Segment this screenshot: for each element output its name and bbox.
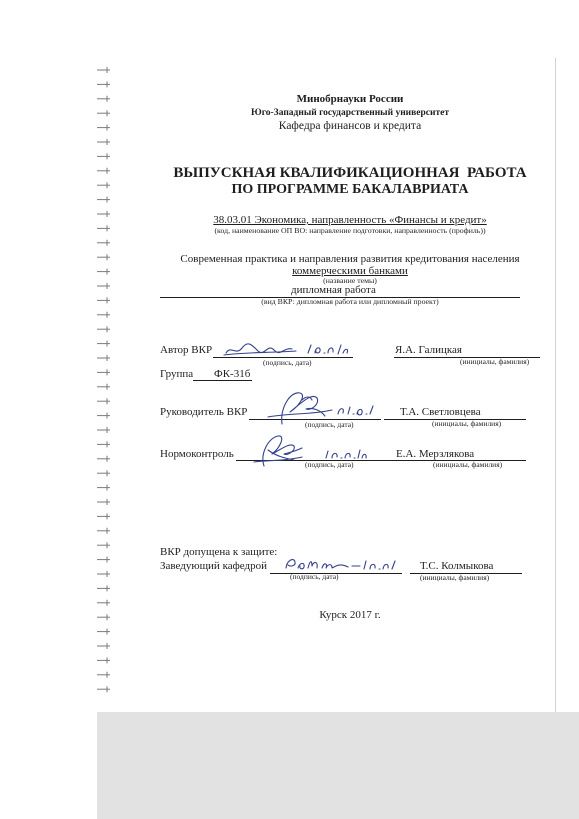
document-title-line2: ПО ПРОГРАММЕ БАКАЛАВРИАТА [231,182,469,197]
binding-mark [97,585,110,591]
work-type-caption: (вид ВКР: дипломная работа или дипломный проект) [261,297,439,306]
work-type-field: дипломная работа [291,284,376,296]
binding-mark [97,139,110,145]
binding-mark [97,67,110,73]
author-signature-caption: (подпись, дата) [263,358,312,367]
head-name-caption: (инициалы, фамилия) [420,573,490,582]
university-name: Юго-Западный государственный университет [250,108,450,118]
binding-mark [97,197,110,203]
binding-mark [97,153,110,159]
binding-mark [97,398,110,404]
program-field: 38.03.01 Экономика, направленность «Финансы и кредит» [213,214,487,226]
author-name: Я.А. Галицкая [395,344,462,356]
binding-mark [97,686,110,692]
binding-mark [97,557,110,563]
group-underline [193,380,252,381]
binding-mark [97,297,110,303]
group-value: ФК-31б [214,368,251,380]
author-label: Автор ВКР [160,344,213,356]
binding-mark [97,528,110,534]
binding-mark [97,125,110,131]
binding-mark [97,513,110,519]
binding-mark [97,283,110,289]
binding-mark [97,600,110,606]
department-name: Кафедра финансов и кредита [278,120,422,132]
program-caption: (код, наименование ОП ВО: направление подготовки, направленность (профиль)) [214,226,486,235]
binding-mark [97,81,110,87]
page-edge [555,58,556,712]
norm-control-name-caption: (инициалы, фамилия) [433,460,503,469]
scanner-background [97,712,579,819]
supervisor-label: Руководитель ВКР [160,406,248,418]
binding-mark [97,384,110,390]
document-title-line1: ВЫПУСКНАЯ КВАЛИФИКАЦИОННАЯ РАБОТА [173,165,527,181]
binding-mark [97,456,110,462]
head-of-department-label: Заведующий кафедрой [160,560,267,572]
binding-mark [97,312,110,318]
supervisor-name-caption: (инициалы, фамилия) [432,419,502,428]
binding-mark [97,413,110,419]
binding-mark [97,629,110,635]
binding-mark [97,225,110,231]
norm-control-signature-caption: (подпись, дата) [305,460,354,469]
binding-mark [97,110,110,116]
binding-mark [97,240,110,246]
binding-mark [97,269,110,275]
topic-caption: (название темы) [323,276,377,285]
spiral-binding-marks [92,0,114,819]
topic-line2: коммерческими банками [292,265,408,277]
group-label: Группа [160,368,194,380]
binding-mark [97,326,110,332]
binding-mark [97,168,110,174]
binding-mark [97,96,110,102]
binding-mark [97,542,110,548]
binding-mark [97,657,110,663]
binding-mark [97,499,110,505]
binding-mark [97,211,110,217]
city-year: Курск 2017 г. [319,609,381,621]
binding-mark [97,182,110,188]
binding-mark [97,355,110,361]
binding-mark [97,441,110,447]
binding-mark [97,643,110,649]
binding-mark [97,254,110,260]
topic-line1: Современная практика и направления развития кредитования населения [180,253,520,265]
head-of-department-name: Т.С. Колмыкова [420,560,494,572]
admission-label: ВКР допущена к защите: [160,546,278,558]
binding-mark [97,369,110,375]
ministry-name: Минобрнауки России [296,93,404,105]
binding-mark [97,485,110,491]
norm-control-name: Е.А. Мерзлякова [396,448,475,460]
binding-mark [97,571,110,577]
binding-mark [97,614,110,620]
norm-control-label: Нормоконтроль [160,448,234,460]
author-name-caption: (инициалы, фамилия) [460,357,530,366]
binding-mark [97,672,110,678]
head-signature-caption: (подпись, дата) [290,572,339,581]
binding-mark [97,427,110,433]
binding-mark [97,470,110,476]
supervisor-name: Т.А. Светловцева [400,406,481,418]
binding-mark [97,341,110,347]
supervisor-signature-caption: (подпись, дата) [305,420,354,429]
